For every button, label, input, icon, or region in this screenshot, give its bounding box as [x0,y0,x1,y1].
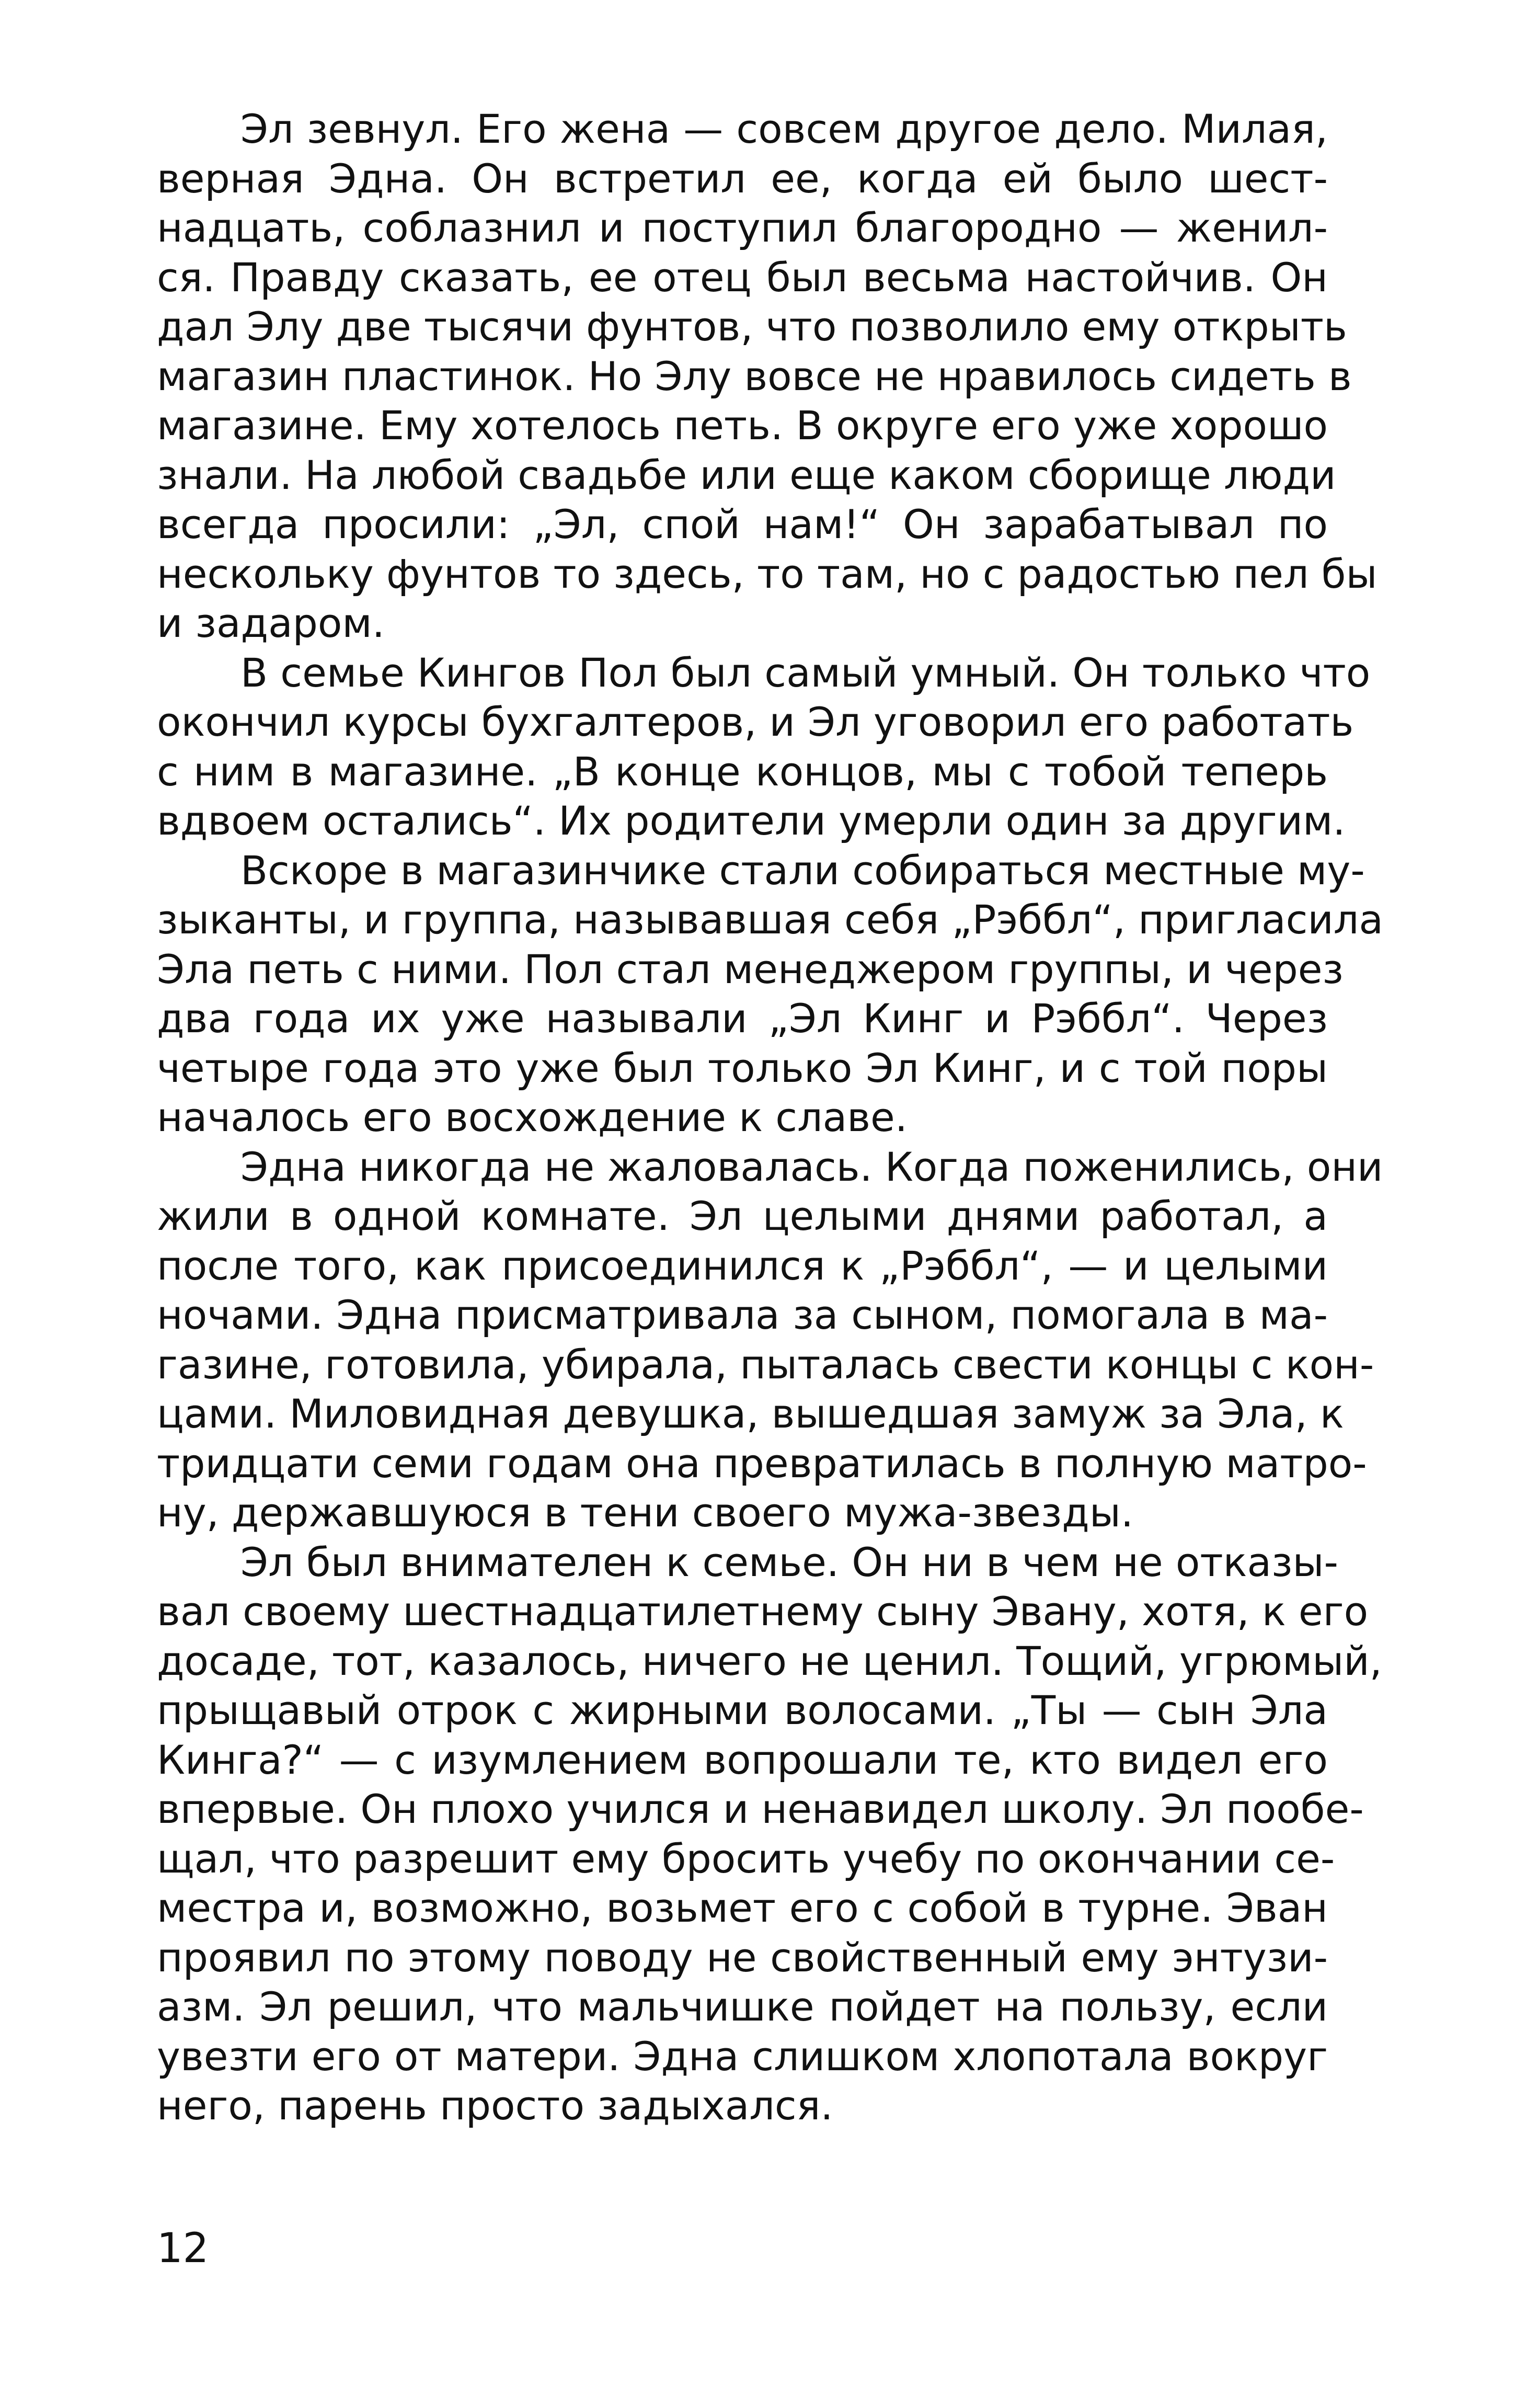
text-line: и задаром. [157,600,385,646]
text-line: зыканты, и группа, называвшая себя „Рэббл“, пригласила [157,896,1383,943]
text-line: два года их уже называли „Эл Кинг и Рэббл“. Через [157,995,1328,1042]
text-line: Кинга?“ — с изумлением вопрошали те, кто видел его [157,1736,1328,1783]
text-line: тридцати семи годам она превратилась в полную матро- [157,1440,1367,1487]
text-line: нескольку фунтов то здесь, то там, но с радостью пел бы [157,550,1378,597]
text-line: газине, готовила, убирала, пыталась свести концы с кон- [157,1341,1374,1388]
text-line: надцать, соблазнил и поступил благородно — женил- [157,204,1328,251]
text-line: щал, что разрешит ему бросить учебу по окончании се- [157,1835,1335,1882]
text-line: началось его восхождение к славе. [157,1094,908,1140]
text-line: прыщавый отрок с жирными волосами. „Ты — сын Эла [157,1687,1328,1733]
text-line: ся. Правду сказать, ее отец был весьма настойчив. Он [157,254,1328,301]
text-line: окончил курсы бухгалтеров, и Эл уговорил его работать [157,699,1354,745]
text-line: после того, как присоединился к „Рэббл“, — и целыми [157,1242,1328,1289]
text-line: Эл зевнул. Его жена — совсем другое дело. Милая, [240,106,1328,152]
text-line: вдвоем остались“. Их родители умерли один за другим. [157,797,1346,844]
text-line: него, парень просто задыхался. [157,2082,833,2129]
text-line: магазине. Ему хотелось петь. В округе его уже хорошо [157,402,1328,449]
paragraph [157,648,1371,846]
text-line: проявил по этому поводу не свойственный ему энтузи- [157,1934,1328,1981]
book-page-text [157,105,1383,2131]
paragraph [157,1143,1383,1538]
text-line: впервые. Он плохо учился и ненавидел школу. Эл пообе- [157,1786,1364,1832]
text-line: всегда просили: „Эл, спой нам!“ Он зарабатывал по [157,501,1328,547]
paragraph [157,846,1383,1143]
text-line: увезти его от матери. Эдна слишком хлопотала вокруг [157,2033,1328,2080]
text-line: Эл был внимателен к семье. Он ни в чем не отказы- [240,1538,1338,1585]
text-line: дал Элу две тысячи фунтов, что позволило ему открыть [157,303,1347,350]
text-line: знали. На любой свадьбе или еще каком сборище люди [157,451,1336,498]
text-line: ну, державшуюся в тени своего мужа-звезды. [157,1489,1134,1536]
paragraph [157,1538,1382,2131]
text-line: верная Эдна. Он встретил ее, когда ей было шест- [157,155,1328,202]
paragraph [157,105,1378,648]
text-line: вал своему шестнадцатилетнему сыну Эвану, хотя, к его [157,1588,1369,1635]
page-number: 12 [157,2225,209,2272]
text-line: с ним в магазине. „В конце концов, мы с тобой теперь [157,748,1328,795]
text-line: Эла петь с ними. Пол стал менеджером группы, и через [157,945,1344,992]
text-line: ночами. Эдна присматривала за сыном, помогала в ма- [157,1292,1328,1338]
text-line: цами. Миловидная девушка, вышедшая замуж за Эла, к [157,1390,1344,1437]
text-line: жили в одной комнате. Эл целыми днями работал, а [157,1193,1328,1239]
text-line: четыре года это уже был только Эл Кинг, и с той поры [157,1044,1328,1091]
text-line: Вскоре в магазинчике стали собираться местные му- [240,847,1365,894]
text-line: местра и, возможно, возьмет его с собой в турне. Эван [157,1885,1328,1931]
text-line: В семье Кингов Пол был самый умный. Он только что [240,649,1371,696]
text-line: азм. Эл решил, что мальчишке пойдет на пользу, если [157,1983,1328,2030]
text-line: Эдна никогда не жаловалась. Когда поженились, они [240,1143,1383,1190]
text-line: досаде, тот, казалось, ничего не ценил. Тощий, угрюмый, [157,1637,1382,1684]
text-line: магазин пластинок. Но Элу вовсе не нравилось сидеть в [157,352,1352,400]
